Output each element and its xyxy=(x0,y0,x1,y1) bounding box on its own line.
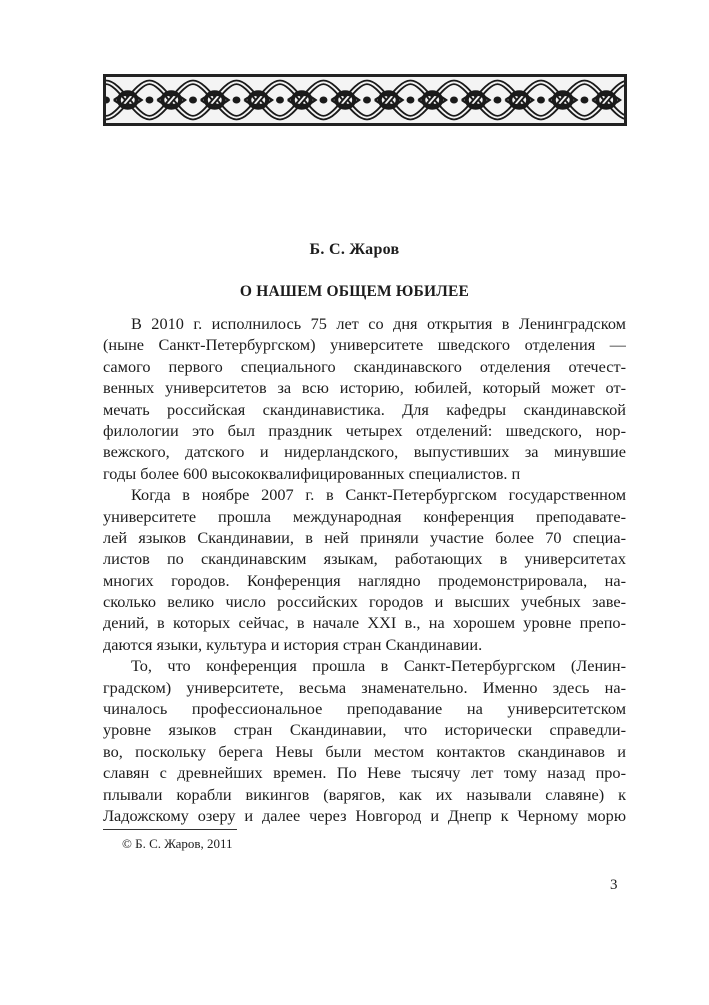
body-line: филологии это был праздник четырех отделений: шведского, нор- xyxy=(103,420,626,440)
body-line: славян с древнейших времен. По Неве тысячу лет тому назад про- xyxy=(103,763,626,783)
body-line: То, что конференция прошла в Санкт-Петербургском (Ленин- xyxy=(131,656,626,676)
copyright-footnote: © Б. С. Жаров, 2011 xyxy=(122,836,233,851)
knot-motif xyxy=(407,82,454,117)
article-title: О НАШЕМ ОБЩЕМ ЮБИЛЕЕ xyxy=(239,283,470,300)
knot-motif xyxy=(494,82,541,117)
body-line: самого первого специального скандинавского отделения отечест- xyxy=(103,356,626,376)
body-line: чиналось профессиональное преподавание на университетском xyxy=(103,699,626,719)
celtic-knot-ornament xyxy=(103,74,627,126)
knot-motif xyxy=(537,82,584,117)
knot-motif xyxy=(189,82,236,117)
footnote-divider xyxy=(103,829,237,830)
knot-motif xyxy=(106,82,149,117)
knot-motif xyxy=(146,82,193,117)
article-body xyxy=(103,313,626,826)
knot-motif xyxy=(581,82,624,117)
body-line: уровне языков стран Скандинавии, что исторически справедли- xyxy=(103,720,626,740)
body-line: во, поскольку берега Невы были местом контактов скандинавов и xyxy=(103,741,626,761)
body-line: дений, в которых сейчас, в начале XXI в., на хорошем уровне препо- xyxy=(103,613,626,633)
body-line: В 2010 г. исполнилось 75 лет со дня открытия в Ленинградском xyxy=(131,314,626,333)
body-line: мечать российская скандинавистика. Для кафедры скандинавской xyxy=(103,399,626,419)
body-line: (ныне Санкт-Петербургском) университете шведского отделения — xyxy=(103,335,626,355)
body-line: плывали корабли викингов (варягов, как их называли славяне) к xyxy=(103,784,626,804)
author-name: Б. С. Жаров xyxy=(309,241,400,258)
page-number: 3 xyxy=(610,877,618,893)
body-line: университете прошла международная конференция преподавате- xyxy=(103,506,626,526)
knot-motif xyxy=(363,82,410,117)
body-line: даются языки, культура и история стран Скандинавии. xyxy=(103,634,483,654)
ornament-graphic xyxy=(106,77,624,123)
body-line: вежского, датского и нидерландского, выпустивших за минувшие xyxy=(103,442,626,462)
body-line: венных университетов за всю историю, юбилей, который может от- xyxy=(103,378,626,398)
body-line: Ладожскому озеру и далее через Новгород и Днепр к Черному морю xyxy=(103,805,626,825)
body-line: сколько велико число российских городов и высших учебных заве- xyxy=(103,592,626,612)
body-line: многих городов. Конференция наглядно продемонстрировала, на- xyxy=(103,570,626,590)
body-line: годы более 600 высококвалифицированных специалистов. п xyxy=(103,463,521,483)
body-line: лей языков Скандинавии, в ней приняли участие более 70 специа- xyxy=(103,527,626,547)
body-line: листов по скандинавским языкам, работающих в университетах xyxy=(103,549,626,569)
knot-motif xyxy=(233,82,280,117)
knot-motif xyxy=(320,82,367,117)
body-line: градском) университете, весьма знаменательно. Именно здесь на- xyxy=(103,677,626,697)
knot-motif xyxy=(450,82,497,117)
body-line: Когда в ноябре 2007 г. в Санкт-Петербургском государственном xyxy=(131,485,626,505)
knot-motif xyxy=(276,82,323,117)
